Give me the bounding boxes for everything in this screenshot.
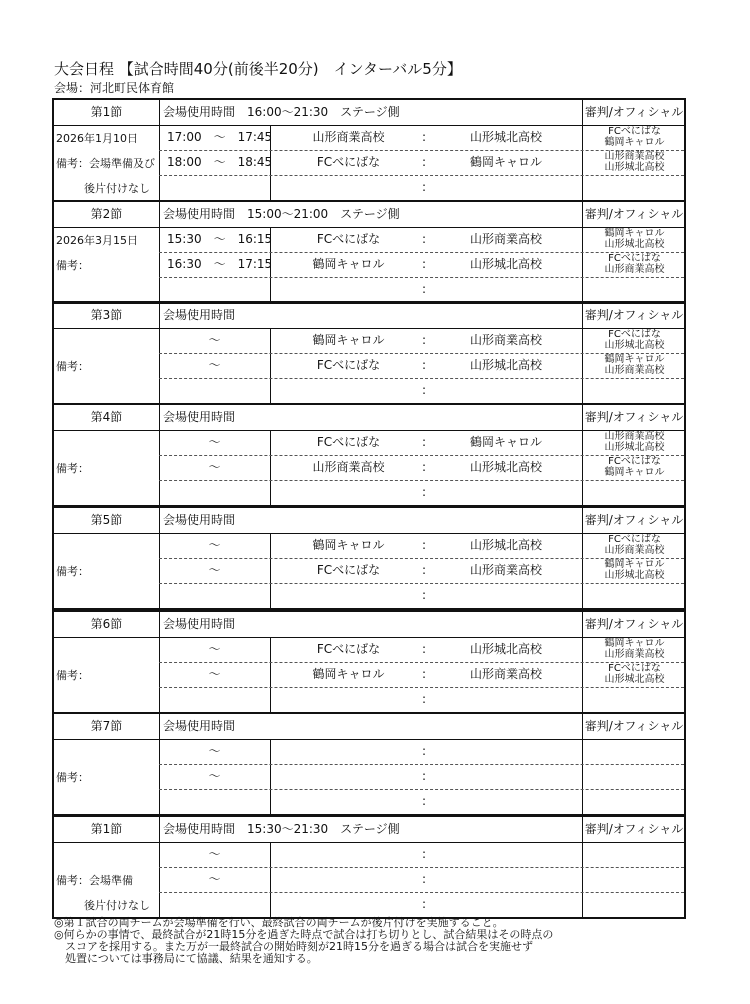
home-team: 鶴岡キャロル <box>312 538 385 552</box>
referee-team-2: 山形商業高校 <box>604 545 665 556</box>
score-separator: : <box>421 794 427 808</box>
away-team: 山形城北高校 <box>469 538 542 552</box>
referee-teams <box>583 456 686 478</box>
referee-teams <box>583 228 686 250</box>
referee-team-1: 鶴岡キャロル <box>604 638 665 649</box>
referee-teams <box>583 354 686 376</box>
score-separator: : <box>421 769 427 783</box>
referee-team-2: 山形城北高校 <box>604 674 665 685</box>
away-team: 山形商業高校 <box>469 563 542 577</box>
round-remarks: 後片付けなし <box>84 182 150 195</box>
match-row <box>159 662 684 687</box>
referee-teams <box>583 559 686 581</box>
venue-time: 会場使用時間 <box>163 308 236 322</box>
round-header <box>54 612 684 638</box>
referee-team-2: 山形城北高校 <box>604 340 665 351</box>
notes <box>54 917 694 965</box>
round-section <box>52 98 686 202</box>
referee-team-2: 山形商業高校 <box>604 649 665 660</box>
round-section <box>52 815 686 919</box>
referee-teams <box>583 638 686 660</box>
home-team: FCべにばな <box>316 358 381 372</box>
note-line: ◎何らかの事情で、最終試合が21時15分を過ぎた時点で試合は打ち切りとし、試合結果はその時点の <box>54 928 554 941</box>
home-team: 鶴岡キャロル <box>312 257 385 271</box>
match-time: ～ <box>208 563 221 577</box>
round-section <box>52 712 686 816</box>
match-time: 16:30 ～ 17:15 <box>167 257 273 271</box>
match-row <box>159 764 684 789</box>
venue-time: 会場使用時間 16:00～21:30 ステージ側 <box>163 105 400 119</box>
home-team: 山形商業高校 <box>312 130 385 144</box>
score-separator: : <box>421 642 427 656</box>
match-row <box>159 789 684 814</box>
score-separator: : <box>421 282 427 296</box>
venue-time: 会場使用時間 <box>163 513 236 527</box>
referee-teams <box>583 126 686 148</box>
score-separator: : <box>421 485 427 499</box>
referee-team-2: 山形城北高校 <box>604 570 665 581</box>
round-header <box>54 508 684 534</box>
match-row <box>159 175 684 200</box>
match-row <box>159 378 684 403</box>
match-row <box>159 739 684 764</box>
referee-header: 審判/オフィシャル <box>582 508 685 533</box>
score-separator: : <box>421 130 427 144</box>
referee-teams <box>583 329 686 351</box>
referee-team-2: 鶴岡キャロル <box>604 467 665 478</box>
match-time: ～ <box>208 358 221 372</box>
referee-header: 審判/オフィシャル <box>582 405 685 430</box>
away-team: 山形城北高校 <box>469 358 542 372</box>
match-row <box>159 353 684 378</box>
venue-time: 会場使用時間 <box>163 410 236 424</box>
round-remarks: 備考： <box>56 259 89 272</box>
match-row <box>159 455 684 480</box>
score-separator: : <box>421 460 427 474</box>
referee-team-1: 山形商業高校 <box>604 431 665 442</box>
score-separator: : <box>421 232 427 246</box>
score-separator: : <box>421 563 427 577</box>
referee-team-2: 山形城北高校 <box>604 442 665 453</box>
round-header <box>54 817 684 843</box>
away-team: 山形商業高校 <box>469 667 542 681</box>
away-team: 山形城北高校 <box>469 460 542 474</box>
round-label: 第3節 <box>54 303 160 328</box>
round-header <box>54 100 684 126</box>
round-section <box>52 301 686 405</box>
score-separator: : <box>421 333 427 347</box>
referee-team-1: FCべにばな <box>608 534 661 545</box>
round-header <box>54 303 684 329</box>
match-row <box>159 227 684 252</box>
home-team: FCべにばな <box>316 232 381 246</box>
round-section <box>52 506 686 610</box>
page-title: 大会日程 【試合時間40分(前後半20分) インターバル5分】 <box>54 60 462 78</box>
match-time: 18:00 ～ 18:45 <box>167 155 273 169</box>
round-remarks: 備考： <box>56 462 89 475</box>
score-separator: : <box>421 897 427 911</box>
referee-teams <box>583 151 686 173</box>
away-team: 山形城北高校 <box>469 257 542 271</box>
round-remarks: 備考： <box>56 771 89 784</box>
referee-team-1: 鶴岡キャロル <box>604 354 665 365</box>
round-section <box>52 200 686 304</box>
round-label: 第6節 <box>54 612 160 637</box>
referee-team-1: 鶴岡キャロル <box>604 228 665 239</box>
referee-team-2: 山形商業高校 <box>604 264 665 275</box>
round-remarks: 備考： <box>56 360 89 373</box>
match-time: ～ <box>208 435 221 449</box>
score-separator: : <box>421 538 427 552</box>
match-row <box>159 892 684 917</box>
match-row <box>159 150 684 175</box>
match-time: ～ <box>208 642 221 656</box>
match-row <box>159 430 684 455</box>
away-team: 山形城北高校 <box>469 642 542 656</box>
round-label: 第4節 <box>54 405 160 430</box>
referee-team-1: FCべにばな <box>608 663 661 674</box>
score-separator: : <box>421 257 427 271</box>
round-remarks: 2026年1月10日 <box>56 132 138 145</box>
referee-team-2: 山形城北高校 <box>604 239 665 250</box>
match-time: ～ <box>208 744 221 758</box>
referee-header: 審判/オフィシャル <box>582 817 685 842</box>
score-separator: : <box>421 744 427 758</box>
score-separator: : <box>421 180 427 194</box>
venue-time: 会場使用時間 <box>163 617 236 631</box>
home-team: 鶴岡キャロル <box>312 667 385 681</box>
match-time: ～ <box>208 460 221 474</box>
home-team: FCべにばな <box>316 563 381 577</box>
round-section <box>52 403 686 507</box>
match-time: ～ <box>208 872 221 886</box>
home-team: FCべにばな <box>316 435 381 449</box>
away-team: 山形商業高校 <box>469 333 542 347</box>
match-time: ～ <box>208 667 221 681</box>
round-label: 第1節 <box>54 817 160 842</box>
match-row <box>159 328 684 353</box>
home-team: 鶴岡キャロル <box>312 333 385 347</box>
round-header <box>54 202 684 228</box>
score-separator: : <box>421 383 427 397</box>
referee-header: 審判/オフィシャル <box>582 202 685 227</box>
away-team: 山形城北高校 <box>469 130 542 144</box>
match-time: ～ <box>208 538 221 552</box>
match-row <box>159 687 684 712</box>
round-label: 第5節 <box>54 508 160 533</box>
round-remarks: 備考：会場準備及び <box>56 157 155 170</box>
referee-team-1: FCべにばな <box>608 456 661 467</box>
match-time: 15:30 ～ 16:15 <box>167 232 273 246</box>
referee-team-1: FCべにばな <box>608 126 661 137</box>
referee-header: 審判/オフィシャル <box>582 714 685 739</box>
round-label: 第1節 <box>54 100 160 125</box>
referee-team-1: 山形商業高校 <box>604 151 665 162</box>
away-team: 鶴岡キャロル <box>469 435 542 449</box>
round-remarks: 備考： <box>56 565 89 578</box>
referee-header: 審判/オフィシャル <box>582 100 685 125</box>
note-line: スコアを採用する。また万が一最終試合の開始時刻が21時15分を過ぎる場合は試合を実施せず <box>54 940 533 953</box>
match-row <box>159 558 684 583</box>
match-time: 17:00 ～ 17:45 <box>167 130 273 144</box>
match-time: ～ <box>208 847 221 861</box>
round-header <box>54 714 684 740</box>
referee-team-1: FCべにばな <box>608 329 661 340</box>
match-row <box>159 867 684 892</box>
round-label: 第7節 <box>54 714 160 739</box>
match-row <box>159 277 684 302</box>
note-line: 処置については事務局にて協議、結果を通知する。 <box>54 952 318 965</box>
round-header <box>54 405 684 431</box>
away-team: 鶴岡キャロル <box>469 155 542 169</box>
match-row <box>159 583 684 608</box>
match-time: ～ <box>208 333 221 347</box>
away-team: 山形商業高校 <box>469 232 542 246</box>
referee-teams <box>583 431 686 453</box>
score-separator: : <box>421 847 427 861</box>
referee-team-1: FCべにばな <box>608 253 661 264</box>
match-row <box>159 533 684 558</box>
referee-team-1: 鶴岡キャロル <box>604 559 665 570</box>
round-remarks: 備考： <box>56 669 89 682</box>
venue-time: 会場使用時間 15:00～21:00 ステージ側 <box>163 207 400 221</box>
home-team: FCべにばな <box>316 642 381 656</box>
referee-team-2: 山形商業高校 <box>604 365 665 376</box>
match-time: ～ <box>208 769 221 783</box>
match-row <box>159 842 684 867</box>
round-label: 第2節 <box>54 202 160 227</box>
referee-teams <box>583 534 686 556</box>
referee-header: 審判/オフィシャル <box>582 612 685 637</box>
referee-header: 審判/オフィシャル <box>582 303 685 328</box>
score-separator: : <box>421 435 427 449</box>
match-row <box>159 637 684 662</box>
referee-team-2: 鶴岡キャロル <box>604 137 665 148</box>
round-remarks: 後片付けなし <box>84 899 150 912</box>
match-row <box>159 252 684 277</box>
score-separator: : <box>421 588 427 602</box>
match-row <box>159 125 684 150</box>
score-separator: : <box>421 667 427 681</box>
referee-teams <box>583 253 686 275</box>
home-team: 山形商業高校 <box>312 460 385 474</box>
home-team: FCべにばな <box>316 155 381 169</box>
note-line: ◎第１試合の両チームが会場準備を行い、最終試合の両チームが後片付けを実施すること。 <box>54 916 504 929</box>
venue-time: 会場使用時間 <box>163 719 236 733</box>
round-section <box>52 610 686 714</box>
venue-time: 会場使用時間 15:30～21:30 ステージ側 <box>163 822 400 836</box>
round-remarks: 備考：会場準備 <box>56 874 133 887</box>
score-separator: : <box>421 358 427 372</box>
score-separator: : <box>421 872 427 886</box>
venue-label: 会場：河北町民体育館 <box>54 81 175 95</box>
referee-team-2: 山形城北高校 <box>604 162 665 173</box>
score-separator: : <box>421 692 427 706</box>
score-separator: : <box>421 155 427 169</box>
referee-teams <box>583 663 686 685</box>
match-row <box>159 480 684 505</box>
round-remarks: 2026年3月15日 <box>56 234 138 247</box>
